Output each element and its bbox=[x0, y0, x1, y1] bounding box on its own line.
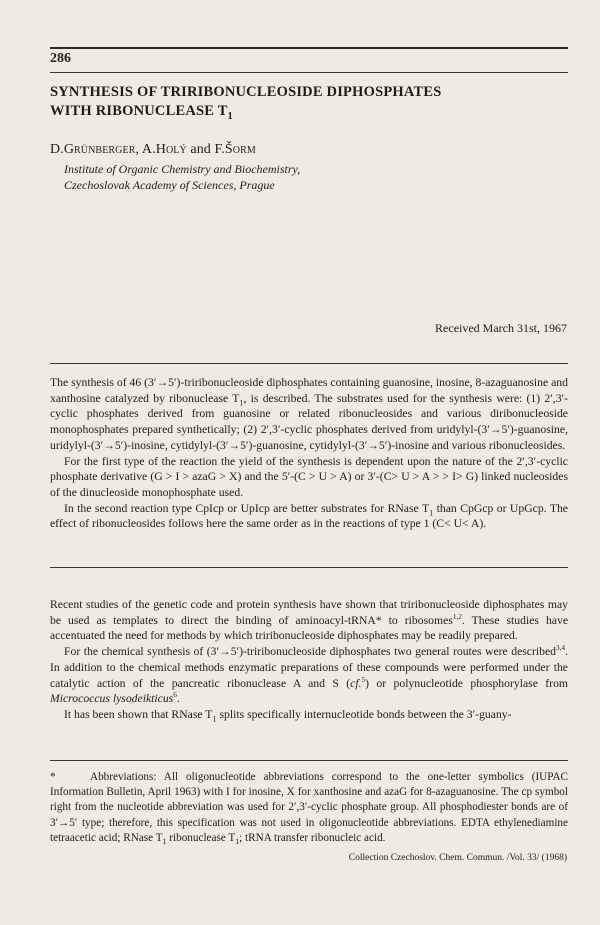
abstract-top-rule bbox=[50, 363, 568, 364]
top-rule bbox=[50, 47, 568, 49]
author-sorm: Šorm bbox=[224, 142, 256, 157]
title-line-2: WITH RIBONUCLEASE $T_1$ bbox=[50, 103, 233, 122]
journal-citation: Collection Czechoslov. Chem. Commun. /Vol. 33/ (1968) bbox=[348, 853, 567, 863]
abstract-paragraph-2: For the first type of the reaction the yield of the synthesis is dependent upon the nature of the 2′,3′-cyclic phosphate derivative (G > I > azaG > X) and the 5′-(C > U > A) or 3′-(C> U > A > > I> G) linked nucleosides of the dinucleoside monophosphate used. bbox=[50, 454, 568, 499]
abstract-paragraph-1: The synthesis of 46 (3′→5′)-triribonucleoside diphosphates containing guanosine, inosine, 8-azaguanosine and xanthosine catalyzed by ribonuclease $T_1$, is described. The substrates used for the synthesis were: (1) 2′,3′-cyclic phosphates derived from guanosine or related ribonucleosides and various diribonucleoside monophosphates prepared synthetically; (2) 2′,3′-cyclic phosphates derived from uridylyl-(3′→5′)-guanosine, uridylyl-(3′→5′)-inosine, cytidylyl-(3′→5′)-guanosine, cytidylyl-(3′→5′)-inosine and various ribonucleosides. bbox=[50, 376, 569, 452]
intro-paragraph-3: It has been shown that RNase $T_1$ splits specifically internucleotide bonds between the 3′-guany- bbox=[64, 707, 512, 724]
title-line-1: SYNTHESIS OF TRIRIBONUCLEOSIDE DIPHOSPHATES bbox=[50, 84, 442, 100]
footnote-rule bbox=[50, 760, 568, 761]
author-holy: Holý bbox=[155, 142, 187, 157]
author-list: D.Grünberger, A.Holý and F.Šorm bbox=[50, 142, 256, 157]
page-number: 286 bbox=[50, 51, 71, 66]
abstract bbox=[50, 375, 568, 532]
header-rule bbox=[50, 72, 568, 73]
received-date: Received March 31st, 1967 bbox=[435, 321, 567, 335]
intro-paragraph-2: For the chemical synthesis of (3′→5′)-triribonucleoside diphosphates two general routes were described$^{3,4}$. In addition to the chemical methods enzymatic preparations of these compounds were performed under the catalytic action of the pancreatic ribonuclease A and S (cf.$^5$) or polynucleotide phosphorylase from Micrococcus lysodeikticus$^6$. bbox=[50, 644, 568, 706]
author-grunberger: Grünberger bbox=[63, 142, 136, 157]
introduction bbox=[50, 597, 568, 723]
article-title bbox=[50, 83, 550, 121]
footnote: * Abbreviations: All oligonucleotide abbreviations correspond to the one-letter symbolics (IUPAC Information Bulletin, April 1963) with I for inosine, X for xanthosine and azaG for 8-azaguanosine. The cp symbol right from the nucleotide abbreviation was used for 2′,3′-cyclic phosphate group. All phosphodiester bonds are of 3′→5′ type; therefore, this specification was not used in oligonucleotide abbreviations. EDTA ethylenediamine tetraacetic acid; RNase $T_1$ ribonuclease $T_1$; tRNA transfer ribonucleic acid. bbox=[50, 771, 568, 847]
institution: Institute of Organic Chemistry and Biochemistry, Czechoslovak Academy of Sciences, Prague bbox=[64, 162, 301, 192]
intro-paragraph-1: Recent studies of the genetic code and protein synthesis have shown that triribonucleoside diphosphates may be used as templates to direct the binding of aminoacyl-tRNA* to ribosomes$^{1,2}$. These studies have accentuated the need for methods by which triribonucleoside diphosphates may be readily prepared. bbox=[50, 598, 568, 643]
abstract-bottom-rule bbox=[50, 567, 568, 568]
footnote-mark: * bbox=[50, 771, 56, 783]
abstract-paragraph-3: In the second reaction type CpIcp or UpIcp are better substrates for RNase $T_1$ than CpGcp or UpGcp. The effect of ribonucleosides follows here the same order as in the reactions of type 1 (C< U< A). bbox=[50, 501, 568, 531]
